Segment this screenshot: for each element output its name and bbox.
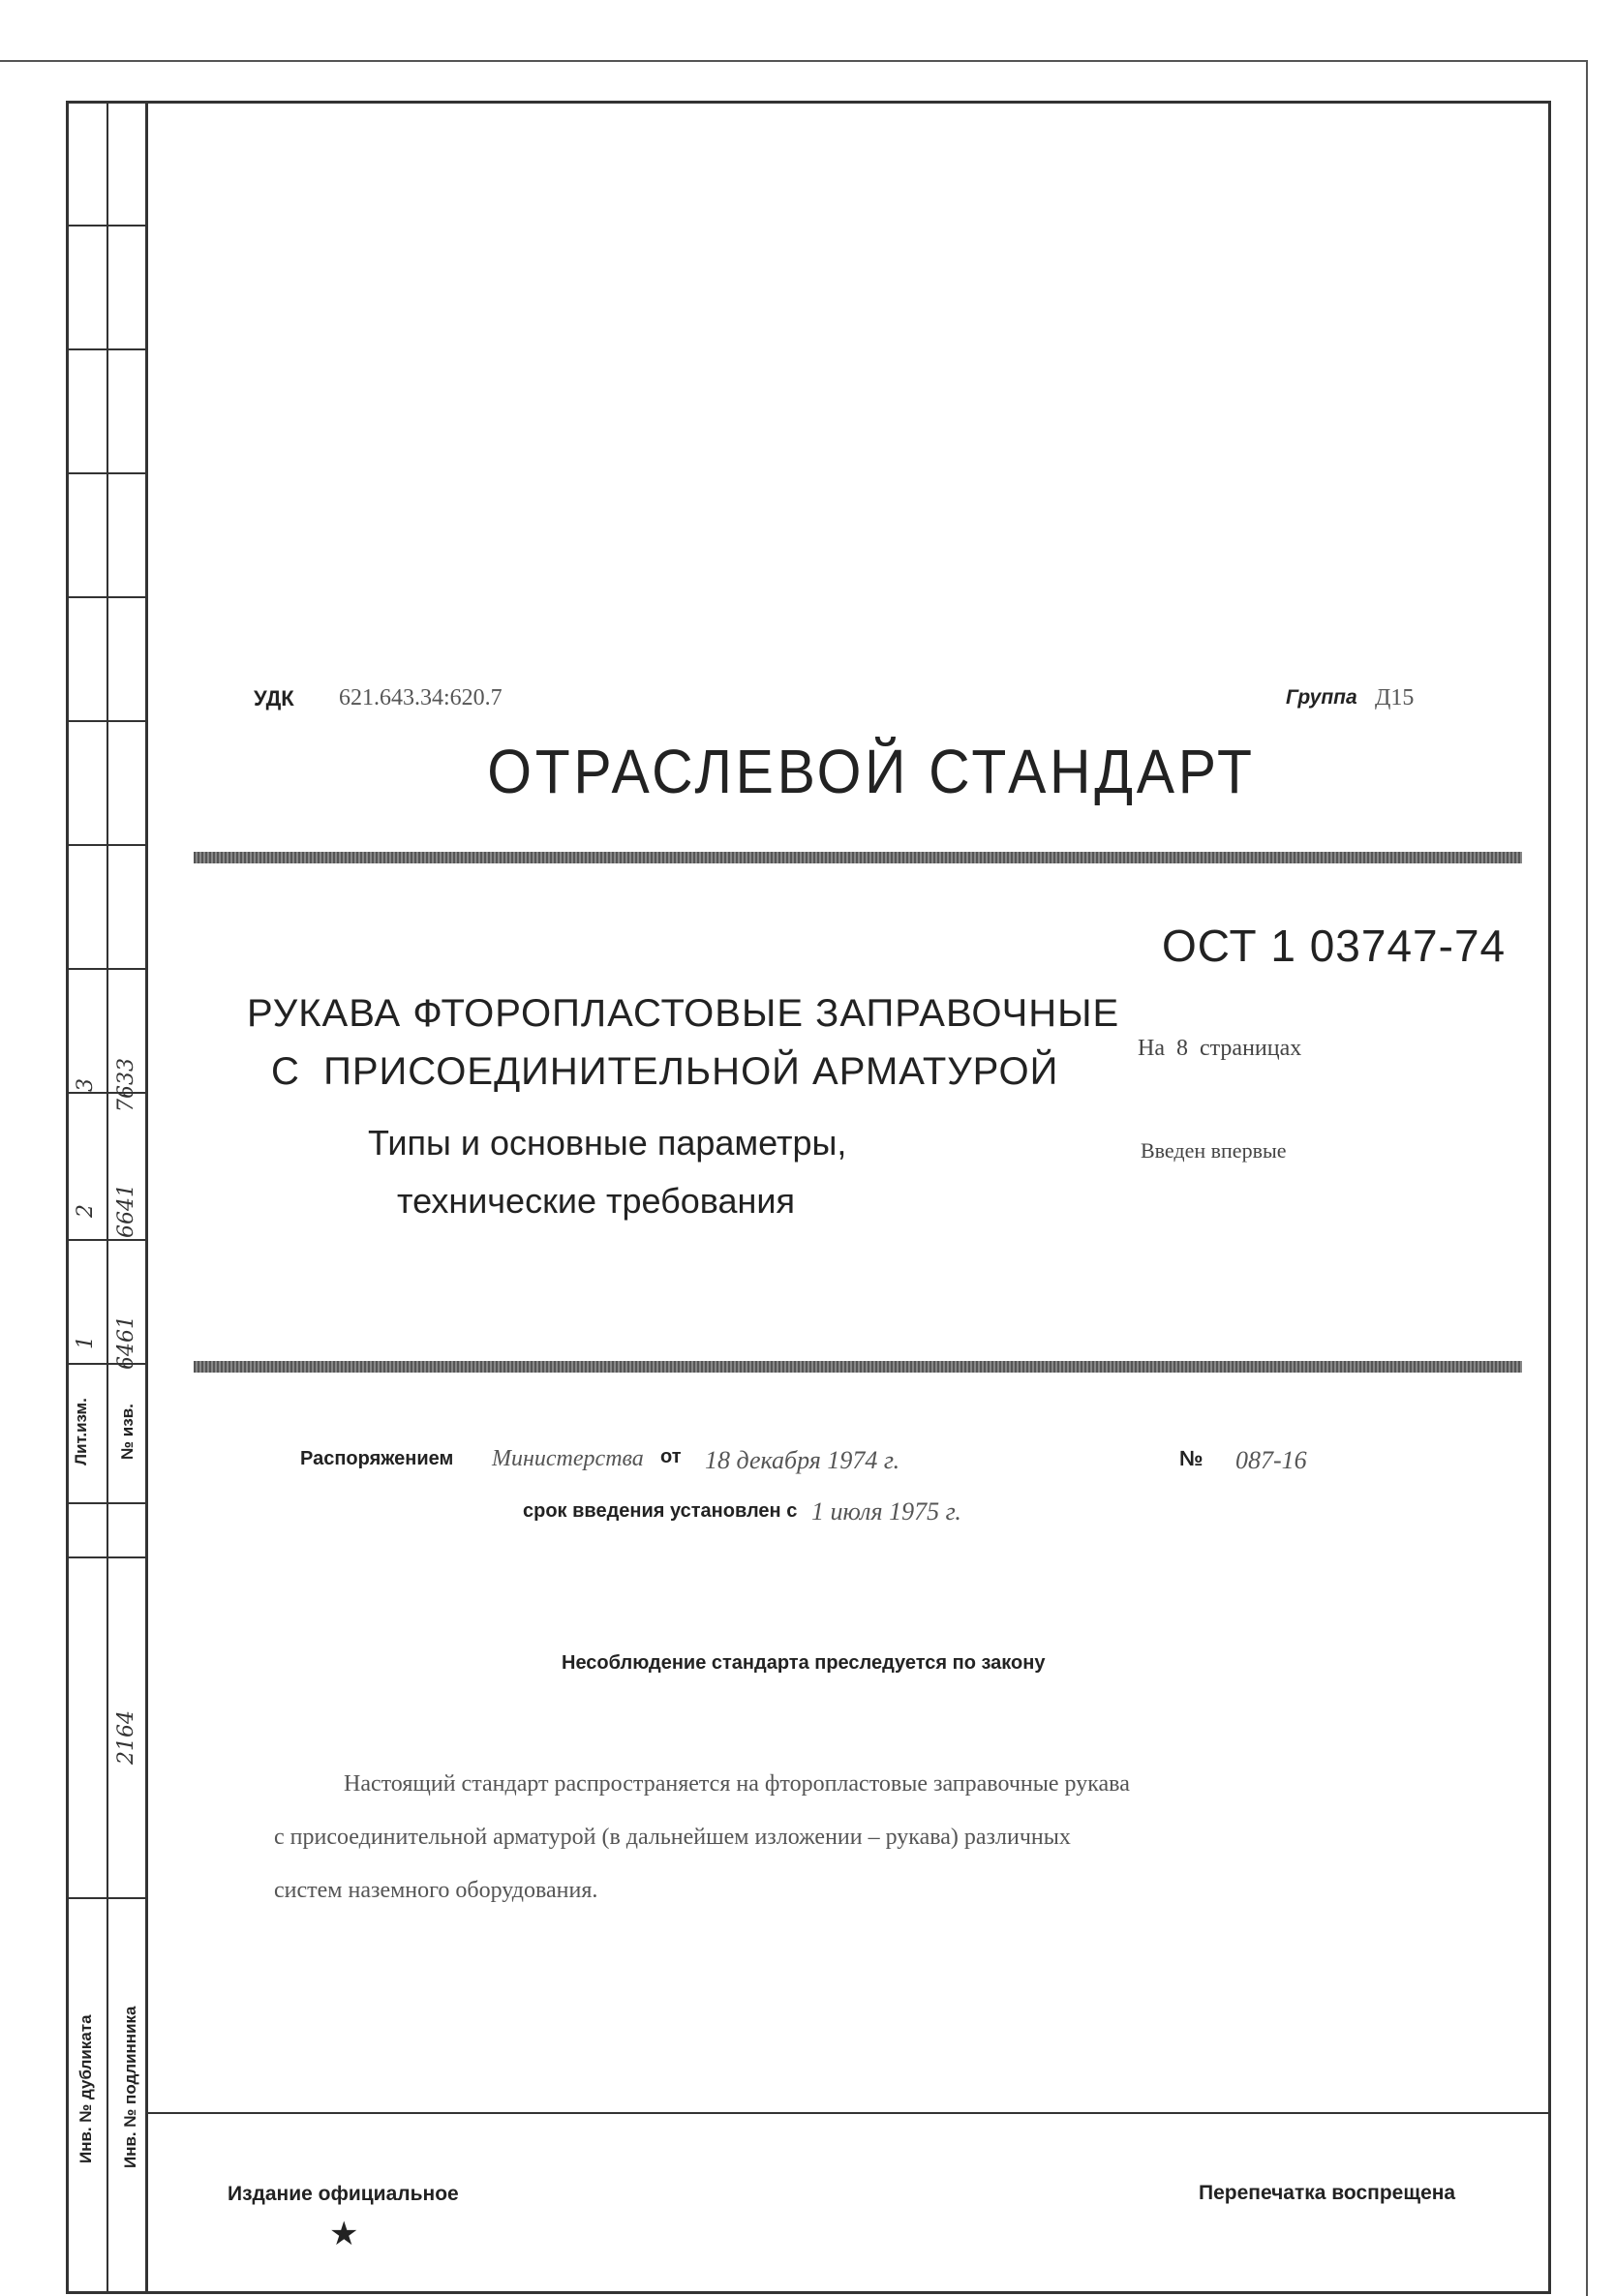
section-rule (194, 1361, 1522, 1373)
reprint-prohibited: Перепечатка воспрещена (1199, 2182, 1456, 2204)
term-date: 1 июля 1975 г. (811, 1497, 961, 1526)
strip-line (66, 225, 148, 227)
standard-subtitle-line2: технические требования (397, 1181, 795, 1221)
notice-number: 6461 (114, 1315, 138, 1370)
decree-number-label: № (1179, 1446, 1204, 1470)
decree-authority: Министерства (492, 1446, 644, 1471)
decree-label: Распоряжением (300, 1448, 454, 1469)
change-number: 1 (74, 1336, 98, 1349)
page-right-border (1586, 60, 1588, 2296)
notice-number: 7633 (114, 1058, 138, 1112)
strip-line (66, 1897, 148, 1899)
star-icon: ★ (329, 2215, 359, 2253)
udk-value: 621.643.34:620.7 (339, 685, 503, 710)
notice-number: 6641 (114, 1184, 138, 1238)
change-number: 2 (74, 1204, 98, 1218)
strip-line (66, 348, 148, 350)
notice-label: № изв. (118, 1404, 137, 1460)
footer-divider (145, 2112, 1551, 2114)
strip-line (66, 968, 148, 970)
side-strip-divider (107, 101, 108, 2294)
standard-name-line2: С ПРИСОЕДИНИТЕЛЬНОЙ АРМАТУРОЙ (271, 1050, 1059, 1093)
decree-from-label: от (660, 1446, 682, 1467)
strip-line (66, 844, 148, 846)
change-number: 3 (74, 1078, 98, 1092)
change-label: Лит.изм. (72, 1398, 90, 1465)
document-frame (145, 101, 1551, 2294)
inv-original-label: Инв. № подлинника (121, 2006, 139, 2168)
decree-date: 18 декабря 1974 г. (705, 1446, 900, 1474)
legal-notice: Несоблюдение стандарта преследуется по закону (562, 1652, 1046, 1674)
strip-line (66, 720, 148, 722)
inventory-number: 2164 (114, 1710, 138, 1765)
strip-line (66, 596, 148, 598)
strip-line (66, 1502, 148, 1504)
page-top-border (0, 60, 1588, 62)
udk-label: УДК (254, 686, 294, 710)
group-label: Группа (1286, 686, 1357, 709)
body-line2: с присоединительной арматурой (в дальнейшем изложении – рукава) различных (274, 1825, 1071, 1850)
title-rule (194, 852, 1522, 863)
standard-number: ОСТ 1 03747-74 (1162, 921, 1507, 971)
official-edition: Издание официальное (228, 2183, 459, 2205)
body-line3: систем наземного оборудования. (274, 1878, 598, 1903)
introduced-note: Введен впервые (1141, 1138, 1287, 1163)
decree-number: 087-16 (1235, 1446, 1307, 1474)
strip-line (66, 472, 148, 474)
strip-line (66, 1556, 148, 1558)
standard-name-line1: РУКАВА ФТОРОПЛАСТОВЫЕ ЗАПРАВОЧНЫЕ (247, 992, 1120, 1035)
inv-duplicate-label: Инв. № дубликата (76, 2014, 95, 2163)
body-line1: Настоящий стандарт распространяется на фторопластовые заправочные рукава (344, 1771, 1130, 1797)
document-title: ОТРАСЛЕВОЙ СТАНДАРТ (487, 737, 1256, 806)
pages-count: На 8 страницах (1138, 1036, 1302, 1061)
term-label: срок введения установлен с (523, 1500, 798, 1522)
group-value: Д15 (1375, 685, 1415, 710)
standard-subtitle-line1: Типы и основные параметры, (368, 1123, 847, 1163)
